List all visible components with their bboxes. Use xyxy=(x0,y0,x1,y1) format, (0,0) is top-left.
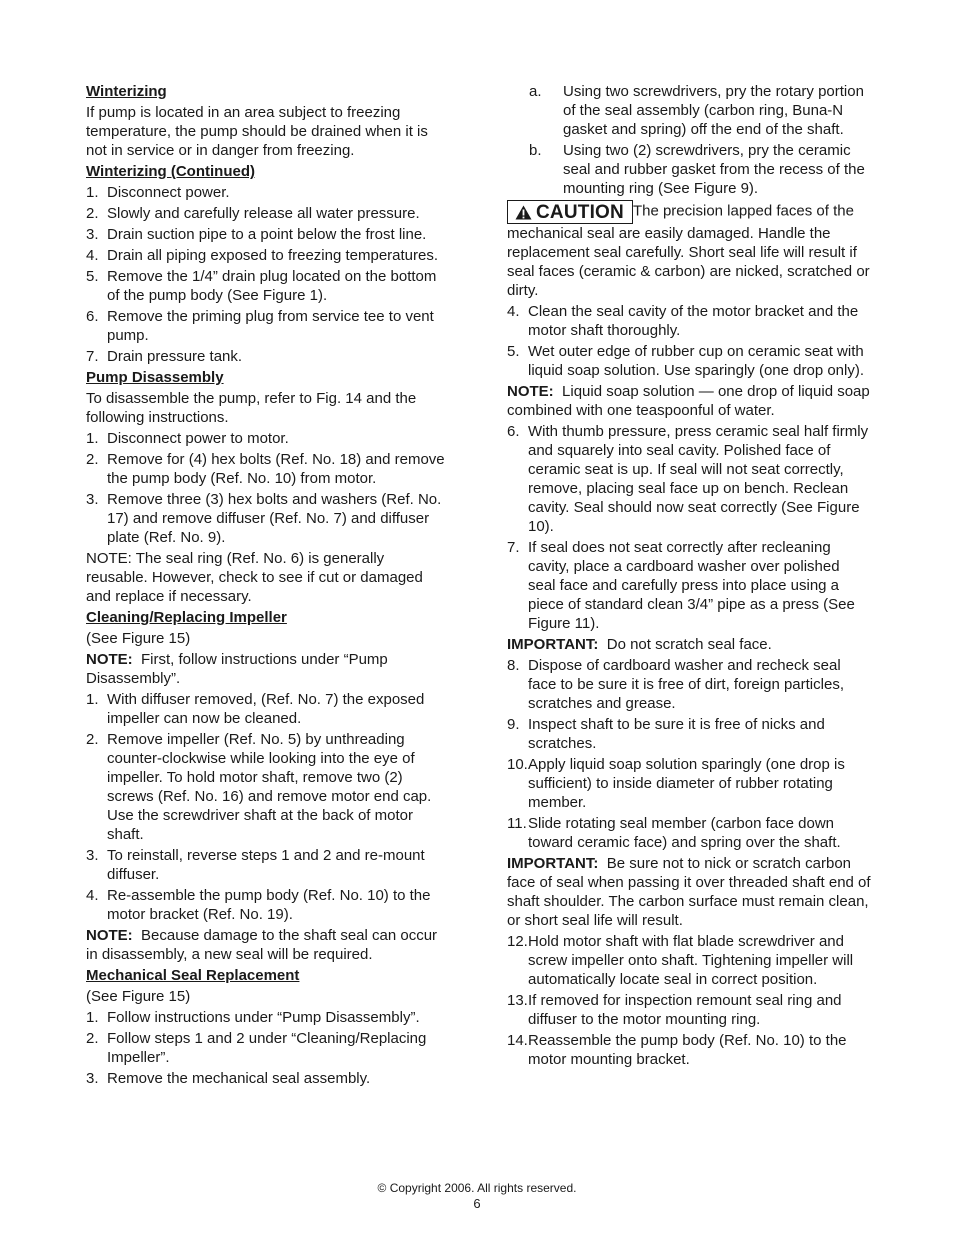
impeller-steps xyxy=(86,690,448,924)
list-item-text: Reassemble the pump body (Ref. No. 10) to the motor mounting bracket. xyxy=(528,1032,847,1068)
list-item-number: a. xyxy=(529,83,542,100)
list-item-text: Remove for (4) hex bolts (Ref. No. 18) and remove the pump body (Ref. No. 10) from motor. xyxy=(107,451,445,487)
list-item xyxy=(507,1031,871,1069)
caution-text: The precision lapped faces of the mechanical seal are easily damaged. Handle the replacement seal carefully. Short seal life will result if seal faces (ceramic & carbon) are nicked, scratched or dirty. xyxy=(507,202,870,299)
list-item-text: Dispose of cardboard washer and recheck seal face to be sure it is free of dirt, foreign particles, scratches and grease. xyxy=(528,657,844,712)
seal-steps-12-14 xyxy=(507,932,871,1069)
important-text: Do not scratch seal face. xyxy=(606,636,772,653)
list-item xyxy=(86,267,448,305)
list-item-text: Follow instructions under “Pump Disassembly”. xyxy=(107,1009,420,1026)
soap-note xyxy=(507,382,871,420)
list-item xyxy=(86,246,448,265)
note-label: NOTE: xyxy=(507,383,554,400)
list-item-number: 2. xyxy=(86,205,99,222)
list-item-number: 2. xyxy=(86,731,99,748)
list-item xyxy=(86,1008,448,1027)
list-item-text: Remove three (3) hex bolts and washers (Ref. No. 17) and remove diffuser (Ref. No. 7) and diffuser plate (Ref. No. 9). xyxy=(107,491,442,546)
seal-steps xyxy=(86,1008,448,1088)
list-item-number: 2. xyxy=(86,1030,99,1047)
important-note-2 xyxy=(507,854,871,930)
note-text: Liquid soap solution — one drop of liquid soap combined with one teaspoonful of water. xyxy=(507,383,870,419)
list-item-text: Clean the seal cavity of the motor bracket and the motor shaft thoroughly. xyxy=(528,303,859,339)
list-item xyxy=(86,450,448,488)
list-item-number: 3. xyxy=(86,1070,99,1087)
list-item xyxy=(507,422,871,536)
caution-box xyxy=(507,200,633,224)
list-item-number: 3. xyxy=(86,226,99,243)
right-column xyxy=(507,82,871,1071)
list-item-number: 1. xyxy=(86,430,99,447)
note-label: NOTE: xyxy=(86,651,133,668)
important-text: Be sure not to nick or scratch carbon face of seal when passing it over threaded shaft end of shaft shoulder. The carbon surface must remain clean, or short seal life will result. xyxy=(507,855,871,929)
list-item-text: Inspect shaft to be sure it is free of nicks and scratches. xyxy=(528,716,825,752)
list-item xyxy=(86,730,448,844)
list-item-number: 12. xyxy=(507,933,528,950)
seal-replacement-heading: Mechanical Seal Replacement xyxy=(86,967,300,984)
list-item-text: Hold motor shaft with flat blade screwdriver and screw impeller onto shaft. Tightening impeller will automatically locate seal in correct position. xyxy=(528,933,854,988)
list-item xyxy=(86,1069,448,1088)
list-item xyxy=(86,183,448,202)
seal-substeps xyxy=(507,82,871,198)
list-item xyxy=(507,538,871,633)
list-item-text: Drain all piping exposed to freezing temperatures. xyxy=(107,247,439,264)
note-text: First, follow instructions under “Pump Disassembly”. xyxy=(86,651,388,687)
list-item xyxy=(507,141,871,198)
list-item-number: 7. xyxy=(86,348,99,365)
list-item xyxy=(507,991,871,1029)
list-item-text: Slowly and carefully release all water pressure. xyxy=(107,205,420,222)
list-item-text: Re-assemble the pump body (Ref. No. 10) to the motor bracket (Ref. No. 19). xyxy=(107,887,431,923)
pump-disassembly-heading: Pump Disassembly xyxy=(86,369,224,386)
list-item xyxy=(86,429,448,448)
list-item xyxy=(507,932,871,989)
list-item xyxy=(86,846,448,884)
copyright-notice: © Copyright 2006. All rights reserved. xyxy=(377,1181,577,1195)
list-item xyxy=(507,302,871,340)
list-item-number: 3. xyxy=(86,847,99,864)
list-item-number: 6. xyxy=(86,308,99,325)
list-item-text: Wet outer edge of rubber cup on ceramic seat with liquid soap solution. Use sparingly (one drop only). xyxy=(528,343,865,379)
list-item-number: 4. xyxy=(507,303,520,320)
list-item-number: 10. xyxy=(507,756,528,773)
list-item-number: 4. xyxy=(86,887,99,904)
important-label: IMPORTANT: xyxy=(507,855,599,872)
list-item-text: Remove impeller (Ref. No. 5) by unthreading counter-clockwise while looking into the eye of impeller. To hold motor shaft, remove two (2) screws (Ref. No. 16) and remove motor end cap. Use the screwdriver shaft at the back of motor shaft. xyxy=(107,731,432,843)
list-item xyxy=(86,690,448,728)
list-item xyxy=(507,715,871,753)
list-item-number: 9. xyxy=(507,716,520,733)
list-item-number: 14. xyxy=(507,1032,528,1049)
caution-paragraph xyxy=(507,200,871,300)
list-item-text: To reinstall, reverse steps 1 and 2 and re-mount diffuser. xyxy=(107,847,425,883)
impeller-note-2 xyxy=(86,926,448,964)
list-item-number: 8. xyxy=(507,657,520,674)
list-item xyxy=(507,656,871,713)
important-note-1 xyxy=(507,635,871,654)
pump-disassembly-intro: To disassemble the pump, refer to Fig. 14 and the following instructions. xyxy=(86,390,417,426)
list-item-number: 1. xyxy=(86,184,99,201)
seal-steps-4-5 xyxy=(507,302,871,380)
list-item xyxy=(86,490,448,547)
list-item-number: 11. xyxy=(507,815,527,832)
impeller-note xyxy=(86,650,448,688)
important-label: IMPORTANT: xyxy=(507,636,599,653)
winterizing-steps xyxy=(86,183,448,366)
list-item xyxy=(86,347,448,366)
warning-triangle-icon xyxy=(515,205,532,220)
list-item-text: With diffuser removed, (Ref. No. 7) the exposed impeller can now be cleaned. xyxy=(107,691,425,727)
list-item-number: 6. xyxy=(507,423,520,440)
list-item-text: Slide rotating seal member (carbon face down toward ceramic face) and spring over the shaft. xyxy=(528,815,841,851)
seal-steps-6-7 xyxy=(507,422,871,633)
page-number: 6 xyxy=(473,1196,481,1211)
list-item-text: Follow steps 1 and 2 under “Cleaning/Replacing Impeller”. xyxy=(107,1030,427,1066)
list-item-number: 1. xyxy=(86,691,99,708)
list-item-number: 13. xyxy=(507,992,528,1009)
list-item-text: Remove the mechanical seal assembly. xyxy=(107,1070,371,1087)
impeller-see-figure: (See Figure 15) xyxy=(86,630,191,647)
list-item-text: Drain suction pipe to a point below the frost line. xyxy=(107,226,427,243)
list-item-number: b. xyxy=(529,142,542,159)
list-item xyxy=(86,307,448,345)
list-item-number: 3. xyxy=(86,491,99,508)
list-item xyxy=(507,342,871,380)
list-item xyxy=(86,1029,448,1067)
list-item-text: Drain pressure tank. xyxy=(107,348,243,365)
winterizing-text: If pump is located in an area subject to freezing temperature, the pump should be drained when it is not in service or in danger from freezing. xyxy=(86,104,428,159)
list-item-number: 5. xyxy=(507,343,520,360)
list-item xyxy=(507,814,871,852)
pump-disassembly-note: NOTE: The seal ring (Ref. No. 6) is generally reusable. However, check to see if cut or damaged and replace if necessary. xyxy=(86,550,423,605)
note-label: NOTE: xyxy=(86,927,133,944)
list-item-text: Using two (2) screwdrivers, pry the ceramic seal and rubber gasket from the recess of the mounting ring (See Figure 9). xyxy=(563,142,865,197)
impeller-heading: Cleaning/Replacing Impeller xyxy=(86,609,287,626)
winterizing-heading: Winterizing xyxy=(86,83,167,100)
list-item xyxy=(86,225,448,244)
list-item-text: Remove the priming plug from service tee to vent pump. xyxy=(107,308,434,344)
list-item-text: With thumb pressure, press ceramic seal half firmly and squarely into seal cavity. Polished face of ceramic seat is up. If seal will not seat correctly, remove, placing seal face up on bench. Reclean cavity. Seal should now seat correctly (See Figure 10). xyxy=(528,423,869,535)
seal-steps-8-11 xyxy=(507,656,871,852)
note-text: Because damage to the shaft seal can occur in disassembly, a new seal will be required. xyxy=(86,927,438,963)
caution-label: CAUTION xyxy=(536,201,624,223)
list-item-number: 5. xyxy=(86,268,99,285)
list-item-text: Apply liquid soap solution sparingly (one drop is sufficient) to inside diameter of rubber rotating member. xyxy=(528,756,845,811)
list-item xyxy=(507,82,871,139)
list-item-text: If seal does not seat correctly after recleaning cavity, place a cardboard washer over polished seal face and carefully press into place using a piece of standard clean 3/4” pipe as a press (See Figure 11). xyxy=(528,539,855,632)
list-item-number: 4. xyxy=(86,247,99,264)
left-column xyxy=(86,82,448,1090)
list-item xyxy=(86,886,448,924)
list-item xyxy=(507,755,871,812)
list-item-text: Remove the 1/4” drain plug located on the bottom of the pump body (See Figure 1). xyxy=(107,268,437,304)
list-item-number: 2. xyxy=(86,451,99,468)
winterizing-continued-heading: Winterizing (Continued) xyxy=(86,163,255,180)
pump-disassembly-steps xyxy=(86,429,448,547)
seal-see-figure: (See Figure 15) xyxy=(86,988,191,1005)
list-item-text: Disconnect power. xyxy=(107,184,230,201)
list-item-text: Disconnect power to motor. xyxy=(107,430,289,447)
list-item-number: 1. xyxy=(86,1009,99,1026)
list-item-text: If removed for inspection remount seal ring and diffuser to the motor mounting ring. xyxy=(528,992,842,1028)
list-item-text: Using two screwdrivers, pry the rotary portion of the seal assembly (carbon ring, Buna-N gasket and spring) off the end of the shaft. xyxy=(563,83,864,138)
list-item xyxy=(86,204,448,223)
list-item-number: 7. xyxy=(507,539,520,556)
